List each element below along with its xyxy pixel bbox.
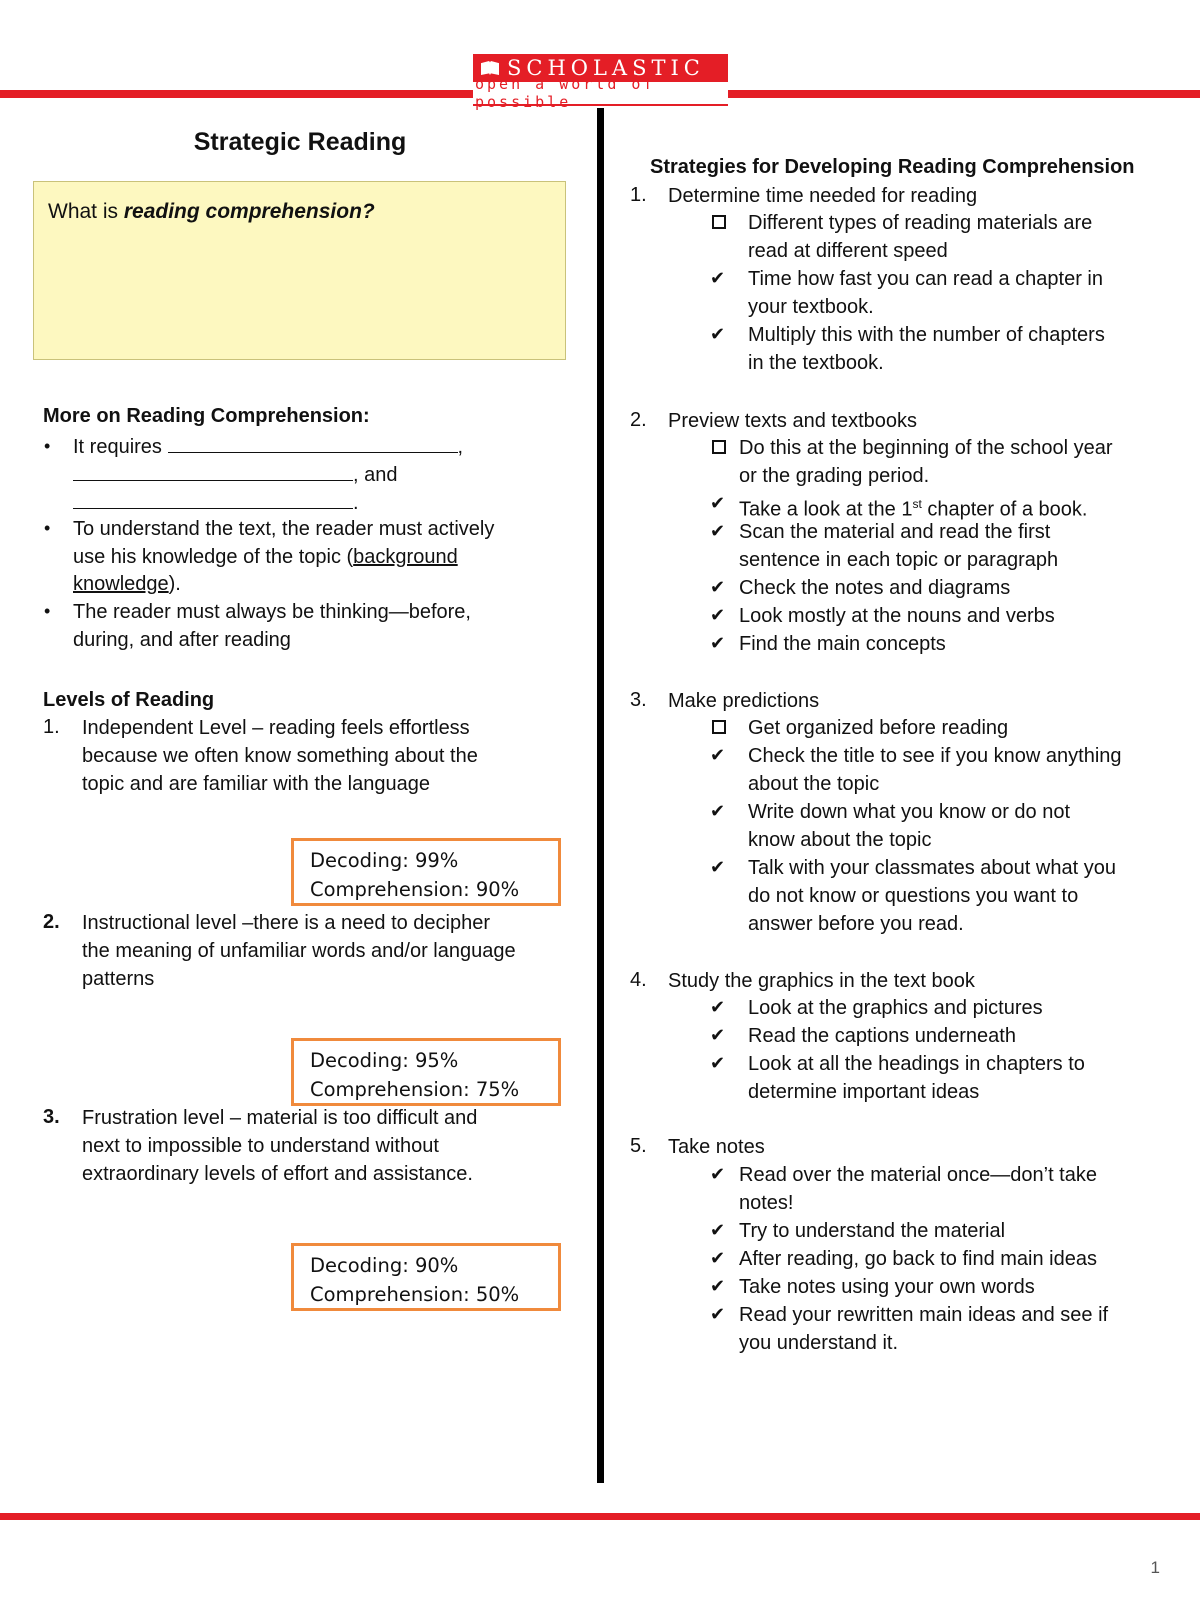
bullet1-line2 [73, 461, 397, 489]
checkmark-icon [710, 265, 725, 289]
bullet1-line1 [73, 433, 463, 461]
s4-item: Look at the graphics and pictures [748, 997, 1043, 1019]
checkbox-icon [712, 215, 726, 229]
page-number: 1 [1150, 1558, 1160, 1577]
bullet1-start: It requires [73, 436, 162, 458]
checkmark-icon [710, 574, 725, 598]
level1-line: Independent Level – reading feels effortless [82, 717, 470, 739]
bullet1-end: . [353, 492, 359, 514]
bullet2-line3 [73, 570, 181, 598]
level1-score-box [291, 838, 561, 906]
s3-item: answer before you read. [748, 913, 964, 935]
level3-line: extraordinary levels of effort and assistance. [82, 1163, 473, 1185]
s4-title: Study the graphics in the text book [668, 970, 975, 992]
s4-number: 4. [630, 969, 647, 991]
strategies-heading: Strategies for Developing Reading Comprehension [650, 156, 1135, 178]
level2-number: 2. [43, 911, 60, 933]
column-divider [597, 108, 604, 1483]
knowledge-underlined: knowledge [73, 573, 169, 595]
page-title: Strategic Reading [193, 128, 407, 156]
s1-item: Different types of reading materials are [748, 212, 1093, 234]
s4-item: Look at all the headings in chapters to [748, 1053, 1085, 1075]
checkmark-icon [710, 798, 725, 822]
s5-item: you understand it. [739, 1332, 898, 1354]
s2-item: Look mostly at the nouns and verbs [739, 605, 1055, 627]
checkmark-icon [710, 630, 725, 654]
bullet3-line1: The reader must always be thinking—before, [73, 601, 471, 623]
s5-item: Read your rewritten main ideas and see if [739, 1304, 1109, 1326]
s3-item: Get organized before reading [748, 717, 1009, 739]
more-heading: More on Reading Comprehension: [43, 405, 370, 427]
s2-item: Find the main concepts [739, 633, 946, 655]
level2-line: patterns [82, 968, 155, 990]
s4-item: determine important ideas [748, 1081, 980, 1103]
s5-number: 5. [630, 1135, 647, 1157]
s2-item: sentence in each topic or paragraph [739, 549, 1059, 571]
s2-number: 2. [630, 409, 647, 431]
s3-title: Make predictions [668, 690, 820, 712]
book-icon [481, 61, 499, 75]
logo-tagline: open a world of possible [475, 75, 656, 111]
scholastic-logo [473, 54, 728, 116]
level3-line: next to impossible to understand without [82, 1135, 439, 1157]
level2-score-box [291, 1038, 561, 1106]
checkmark-icon [710, 518, 725, 542]
bullet1-comma: , [457, 436, 464, 458]
checkmark-icon [710, 490, 725, 514]
s3-item: Write down what you know or do not [748, 801, 1071, 823]
s3-item: Talk with your classmates about what you [748, 857, 1116, 879]
comprehension-value: Comprehension: 50% [310, 1283, 520, 1306]
s1-item: Time how fast you can read a chapter in [748, 268, 1103, 290]
bullet1-and: , and [353, 464, 398, 486]
levels-heading: Levels of Reading [43, 689, 215, 711]
checkmark-icon [710, 1217, 725, 1241]
blank-line-2 [73, 462, 353, 481]
question-text [48, 200, 375, 224]
checkmark-icon [710, 1022, 725, 1046]
s3-number: 3. [630, 689, 647, 711]
s1-item: read at different speed [748, 240, 948, 262]
s3-item: Check the title to see if you know anything [748, 745, 1122, 767]
s2-item: Do this at the beginning of the school year [739, 437, 1113, 459]
s1-item: your textbook. [748, 296, 874, 318]
bullet2-line2 [73, 543, 458, 571]
superscript-st: st [912, 497, 922, 511]
level3-line: Frustration level – material is too difficult and [82, 1107, 478, 1129]
checkmark-icon [710, 1245, 725, 1269]
s4-item: Read the captions underneath [748, 1025, 1016, 1047]
bullet2-line1: To understand the text, the reader must actively [73, 518, 495, 540]
level2-line: Instructional level –there is a need to decipher [82, 912, 491, 934]
blank-line-3 [73, 490, 353, 509]
checkmark-icon [710, 1273, 725, 1297]
s3-item: do not know or questions you want to [748, 885, 1079, 907]
level2-line: the meaning of unfamiliar words and/or language [82, 940, 516, 962]
comprehension-value: Comprehension: 90% [310, 878, 520, 901]
level3-number: 3. [43, 1106, 60, 1128]
level1-number: 1. [43, 716, 60, 738]
s5-item: Read over the material once—don’t take [739, 1164, 1097, 1186]
question-box [33, 181, 566, 360]
s2-title: Preview texts and textbooks [668, 410, 918, 432]
level1-line: topic and are familiar with the language [82, 773, 430, 795]
decoding-value: Decoding: 90% [310, 1254, 459, 1277]
bullet-dot-icon: • [44, 436, 51, 456]
question-prefix: What is [48, 200, 124, 223]
s1-item: in the textbook. [748, 352, 884, 374]
logo-brand: SCHOLASTIC [507, 56, 705, 80]
checkmark-icon [710, 1050, 725, 1074]
bullet-dot-icon: • [44, 518, 51, 538]
s2-item: or the grading period. [739, 465, 930, 487]
blank-line-1 [168, 434, 458, 453]
s5-item: Take notes using your own words [739, 1276, 1035, 1298]
checkmark-icon [710, 1161, 725, 1185]
background-underlined: background [353, 546, 458, 568]
comprehension-value: Comprehension: 75% [310, 1078, 520, 1101]
s1-title: Determine time needed for reading [668, 185, 978, 207]
bullet3-line2: during, and after reading [73, 629, 291, 651]
checkmark-icon [710, 994, 725, 1018]
decoding-value: Decoding: 95% [310, 1049, 459, 1072]
s1-number: 1. [630, 184, 647, 206]
s2-item-text: chapter of a book. [921, 498, 1088, 521]
s2-item: Check the notes and diagrams [739, 577, 1011, 599]
level1-line: because we often know something about the [82, 745, 478, 767]
checkbox-icon [712, 440, 726, 454]
bullet-dot-icon: • [44, 601, 51, 621]
bullet2-line3-end: ). [168, 573, 181, 595]
s5-item: After reading, go back to find main ideas [739, 1248, 1097, 1270]
footer-red-bar [0, 1513, 1200, 1520]
checkmark-icon [710, 854, 725, 878]
level3-score-box [291, 1243, 561, 1311]
s2-item-text: Take a look at the 1 [739, 498, 913, 521]
bullet1-line3 [73, 489, 359, 517]
checkmark-icon [710, 602, 725, 626]
checkmark-icon [710, 1301, 725, 1325]
bullet2-line2-text: use his knowledge of the topic ( [73, 546, 354, 568]
s5-title: Take notes [668, 1136, 765, 1158]
checkmark-icon [710, 742, 725, 766]
decoding-value: Decoding: 99% [310, 849, 459, 872]
question-emphasis: reading comprehension? [123, 200, 375, 223]
s3-item: about the topic [748, 773, 880, 795]
checkbox-icon [712, 720, 726, 734]
s1-item: Multiply this with the number of chapters [748, 324, 1105, 346]
s3-item: know about the topic [748, 829, 932, 851]
checkmark-icon [710, 321, 725, 345]
s5-item: notes! [739, 1192, 794, 1214]
s5-item: Try to understand the material [739, 1220, 1006, 1242]
s2-item: Scan the material and read the first [739, 521, 1051, 543]
